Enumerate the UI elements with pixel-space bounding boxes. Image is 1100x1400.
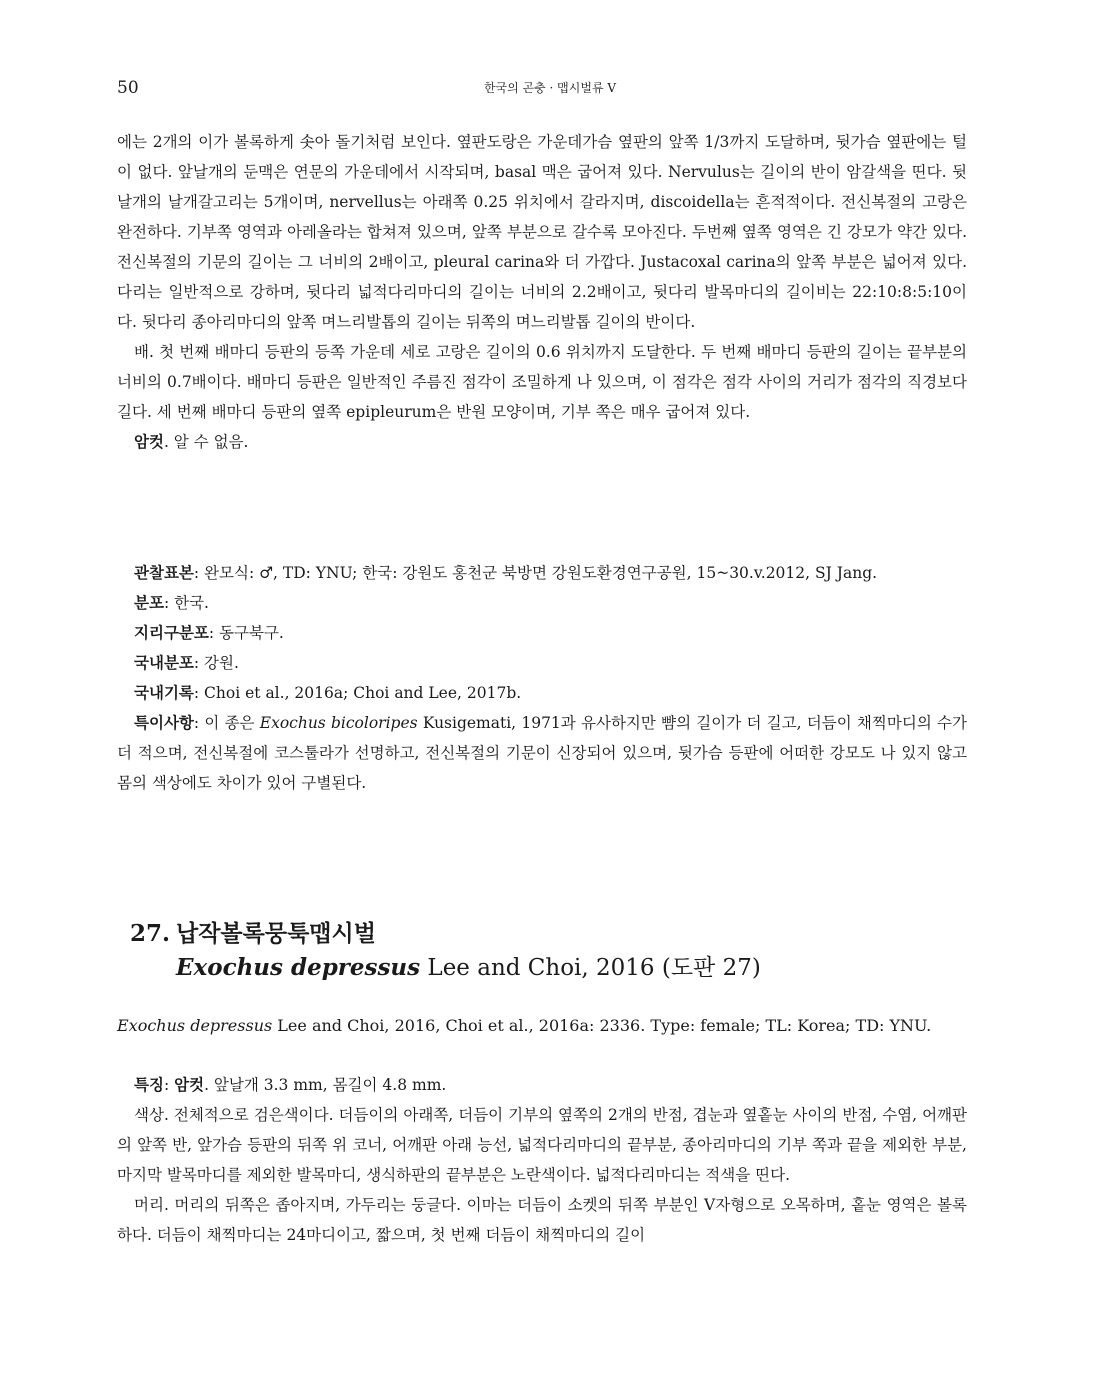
specimens-label: 관찰표본	[134, 563, 194, 582]
thorax-paragraph: 에는 2개의 이가 볼록하게 솟아 돌기처럼 보인다. 옆판도랑은 가운데가슴 옆판의 앞쪽 1/3까지 도달하며, 뒷가슴 옆판에는 털이 없다. 앞날개의 둔맥은 연문의 가운데에서 시작되며, basal 맥은 굽어져 있다. Nervulus는 길이의 반이 암갈색을 띤다. 뒷날개의 날개갈고리는 5개이며, nervellus는 아래쪽 0.25 위치에서 갈라지며, discoidella는 흔적적이다. 전신복절의 고랑은 완전하다. 기부쪽 영역과 아레올라는 합쳐져 있으며, 앞쪽 부분으로 갈수록 모아진다. 두번째 옆쪽 영역은 긴 강모가 약간 있다. 전신복절의 기문의 길이는 그 너비의 2배이고, pleural carina와 더 가깝다. Justacoxal carina의 앞쪽 부분은 넓어져 있다. 다리는 일반적으로 강하며, 뒷다리 넓적다리마디의 길이는 너비의 2.2배이고, 뒷다리 발목마디의 길이비는 22:10:8:5:10이다. 뒷다리 종아리마디의 앞쪽 며느리발톱의 길이는 뒤쪽의 며느리발톱 길이의 반이다.	[117, 133, 967, 331]
species-korean-name: 납작볼록뭉툭맵시벌	[176, 920, 376, 947]
color-paragraph: 색상. 전체적으로 검은색이다. 더듬이의 아래쪽, 더듬이 기부의 옆쪽의 2개의 반점, 겹눈과 옆홑눈 사이의 반점, 수염, 어깨판의 앞쪽 반, 앞가슴 등판의 뒤쪽 위 코너, 어깨판 아래 능선, 넓적다리마디의 끝부분, 종아리마디의 기부 쪽과 끝을 제외한 부분, 마지막 발목마디를 제외한 발목마디, 생식하판의 끝부분은 노란색이다. 넓적다리마디는 적색을 띤다.	[117, 1106, 967, 1184]
running-title: 한국의 곤충 · 맵시벌류 V	[483, 81, 617, 95]
species27-description	[117, 1070, 967, 1250]
description-continued	[117, 127, 967, 457]
page-number: 50	[117, 78, 139, 98]
compared-species: Exochus bicoloripes	[259, 714, 418, 732]
domestic-distribution-line: 국내분포: 강원.	[134, 653, 239, 672]
metasoma-paragraph: 배. 첫 번째 배마디 등판의 등쪽 가운데 세로 고랑은 길이의 0.6 위치까지 도달한다. 두 번째 배마디 등판의 길이는 끝부분의 너비의 0.7배이다. 배마디 등판은 일반적인 주름진 점각이 조밀하게 나 있으며, 이 점각은 점각 사이의 거리가 점각의 직경보다 길다. 세 번째 배마디 등판의 옆쪽 epipleurum은 반원 모양이며, 기부 쪽은 매우 굽어져 있다.	[117, 343, 967, 421]
distribution-line: 분포: 한국.	[134, 593, 209, 612]
species-number: 27.	[130, 920, 171, 947]
domestic-records-line: 국내기록: Choi et al., 2016a; Choi and Lee, 2017b.	[134, 683, 522, 702]
material-section	[117, 558, 967, 798]
synonymy-line: Exochus depressus Lee and Choi, 2016, Choi et al., 2016a: 2336. Type: female; TL: Korea; TD: YNU.	[117, 1016, 932, 1035]
male-label: 암컷	[134, 432, 164, 451]
female-label: 암컷	[174, 1075, 205, 1094]
geo-distribution-line: 지리구분포: 동구북구.	[134, 623, 284, 642]
species-heading	[130, 918, 376, 950]
remarks-paragraph: 특이사항: 이 종은 Exochus bicoloripes Kusigemati, 1971과 유사하지만 뺨의 길이가 더 길고, 더듬이 채찍마디의 수가 더 적으며, 전신복절에 코스툴라가 선명하고, 전신복절의 기문이 신장되어 있으며, 뒷가슴 등판에 어떠한 강모도 나 있지 않고 몸의 색상에도 차이가 있어 구별된다.	[117, 713, 967, 792]
species-scientific-name: Exochus depressus	[176, 954, 421, 981]
features-line: 특징: 암컷. 앞날개 3.3 mm, 몸길이 4.8 mm.	[134, 1075, 447, 1094]
specimens-paragraph: 관찰표본: 완모식: ♂, TD: YNU; 한국: 강원도 홍천군 북방면 강원도환경연구공원, 15~30.v.2012, SJ Jang.	[134, 563, 878, 582]
male-paragraph: 암컷. 알 수 없음.	[134, 432, 249, 451]
species-scientific-line	[176, 952, 761, 984]
head-paragraph: 머리. 머리의 뒤쪽은 좁아지며, 가두리는 둥글다. 이마는 더듬이 소켓의 뒤쪽 부분인 V자형으로 오목하며, 홑눈 영역은 볼록하다. 더듬이 채찍마디는 24마디이고, 짧으며, 첫 번째 더듬이 채찍마디의 길이	[117, 1196, 967, 1244]
species-authority: Lee and Choi, 2016 (도판 27)	[420, 955, 761, 981]
